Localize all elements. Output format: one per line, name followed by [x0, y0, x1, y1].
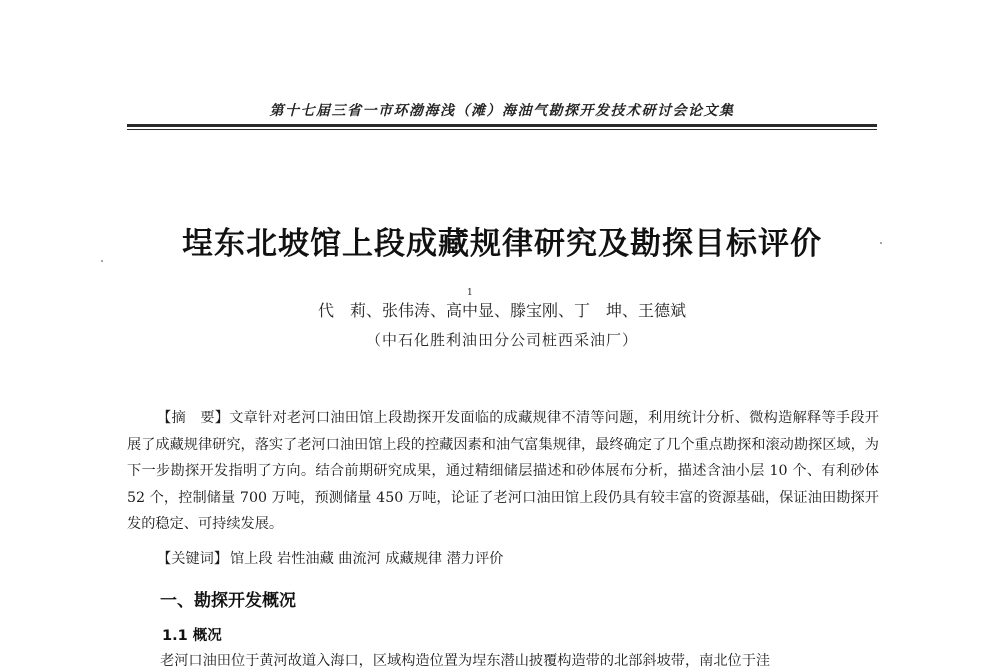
author-footnote-mark: 1 [467, 288, 473, 298]
keywords [157, 548, 877, 568]
affiliation: （中石化胜利油田分公司桩西采油厂） [365, 331, 638, 349]
keywords-label: 【关键词】 [157, 551, 228, 567]
abstract [127, 405, 879, 538]
subsection-heading: 1.1 概况 [162, 628, 222, 644]
scan-speck [880, 242, 882, 244]
section-heading: 一、勘探开发概况 [160, 591, 296, 611]
abstract-text: 文章针对老河口油田馆上段勘探开发面临的成藏规律不清等问题，利用统计分析、微构造解释等手段开展了成藏规律研究，落实了老河口油田馆上段的控藏因素和油气富集规律，最终确定了几个重点勘探和滚动勘探区域，为下一步勘探开发指明了方向。结合前期研究成果，通过精细储层描述和砂体展布分析，描述含油小层 10 个、有利砂体 52 个，控制储量 700 万吨，预测储量 450 万吨，论证了老河口油田馆上段仍具有较丰富的资源基础，保证油田勘探开发的稳定、可持续发展。 [127, 410, 879, 532]
header-rule-thick [127, 124, 877, 127]
scan-speck [101, 260, 103, 262]
abstract-label: 【摘 要】 [157, 410, 230, 426]
author-names: 代 莉、张伟涛、高中显、滕宝刚、丁 坤、王德斌 [317, 301, 686, 320]
running-header: 第十七届三省一市环渤海浅（滩）海油气勘探开发技术研讨会论文集 [269, 103, 735, 119]
keywords-text: 馆上段 岩性油藏 曲流河 成藏规律 潜力评价 [229, 551, 504, 567]
header-rule-thin [127, 129, 877, 130]
paper-title: 埕东北坡馆上段成藏规律研究及勘探目标评价 [182, 226, 822, 262]
author-line [128, 288, 876, 321]
body-text-line: 老河口油田位于黄河故道入海口，区域构造位置为埕东潜山披覆构造带的北部斜坡带，南北位于洼 [160, 653, 771, 669]
